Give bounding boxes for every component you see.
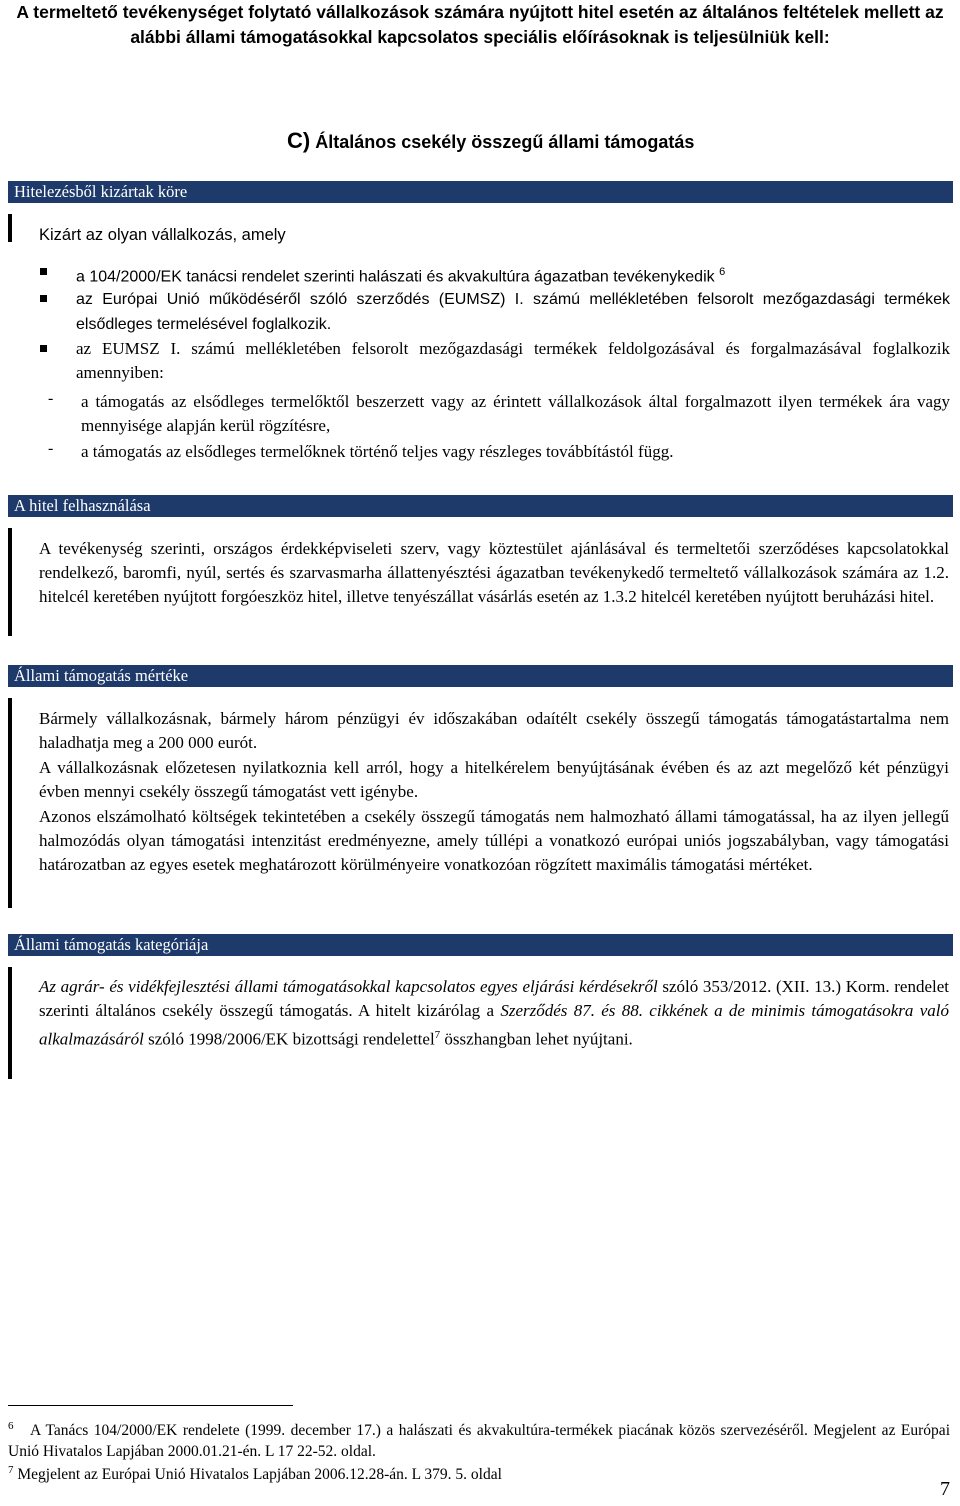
exclusion-bullet-3 <box>40 337 950 385</box>
bullet-text: a 104/2000/EK tanácsi rendelet szerinti halászati és akvakultúra ágazatban tevékenykedik <box>76 268 715 286</box>
measure-bar <box>8 698 12 908</box>
category-text-3: összhangban lehet nyújtani. <box>440 1029 633 1049</box>
exclusion-band <box>8 181 953 203</box>
category-text <box>39 975 949 1052</box>
dash-text: a támogatás az elsődleges termelőknek történő teljes vagy részleges továbbítástól függ. <box>81 442 674 461</box>
exclusion-band-label: Hitelezésből kizártak köre <box>14 182 188 201</box>
section-letter: C) <box>287 128 311 153</box>
category-text-2: szóló 1998/2006/EK bizottsági rendelettel <box>143 1029 435 1049</box>
measure-band-label: Állami támogatás mértéke <box>14 666 189 685</box>
exclusion-lead: Kizárt az olyan vállalkozás, amely <box>39 226 286 244</box>
measure-p3: Azonos elszámolható költségek tekintetében a csekély összegű támogatás nem halmozható állami támogatással, ha az ilyen jellegű halmozódás olyan támogatási intenzitást eredményezne, amely túllépi a vonatkozó európai uniós jogszabályban, vagy támogatási határozatban az egyes esetek meghatározott körülményeire vonatkozóan rögzített maximális támogatási mértéket. <box>39 807 949 874</box>
usage-band-label: A hitel felhasználása <box>14 496 151 515</box>
footnote-number: 6 <box>8 1420 14 1432</box>
footnote-6 <box>8 1416 950 1462</box>
exclusion-dash-1 <box>40 390 950 438</box>
footnote-text: A Tanács 104/2000/EK rendelete (1999. december 17.) a halászati és akvakultúra-termékek piacának közös szervezéséről. Megjelent az Európai Unió Hivatalos Lapjában 2000.01.21-én. L 17 22-52. oldal. <box>8 1422 950 1461</box>
bullet-square-icon <box>40 268 47 275</box>
dash-marker: - <box>48 390 54 407</box>
page-number: 7 <box>940 1478 950 1500</box>
usage-text: A tevékenység szerinti, országos érdekképviseleti szerv, vagy köztestület ajánlásával és termeltetői szerződéses kapcsolatokkal rendelkező, baromfi, nyúl, sertés és szarvasmarha állattenyésztési ágazatban tevékenykedő termeltető vállalkozások számára az 1.2. hitelcél keretében nyújtott forgóeszköz hitel, illetve tenyészállat vásárlás esetén az 1.3.2 hitelcél keretében nyújtott beruházási hitel. <box>39 539 949 606</box>
exclusion-bar <box>8 214 12 242</box>
bullet-square-icon <box>40 345 47 352</box>
measure-p1: Bármely vállalkozásnak, bármely három pénzügyi év időszakában odaítélt csekély összegű támogatás támogatástartalma nem haladhatja meg a 200 000 eurót. <box>39 709 949 752</box>
usage-band <box>8 495 953 517</box>
bullet-text: az Európai Unió működéséről szóló szerződés (EUMSZ) I. számú mellékletében felsorolt mezőgazdasági termékek elsődleges termelésével foglalkozik. <box>76 291 950 333</box>
bullet-text: az EUMSZ I. számú mellékletében felsorolt mezőgazdasági termékek feldolgozásával és forgalmazásával foglalkozik amennyiben: <box>76 339 950 382</box>
footnote-number: 7 <box>8 1464 14 1476</box>
category-italic-2: Szerződés 87. és 88. cikkének a de minimis támogatásokra való alkalmazásáról <box>39 1001 949 1049</box>
category-bar <box>8 967 12 1079</box>
footnote-ref: 6 <box>719 266 726 278</box>
category-text-1: szóló 353/2012. (XII. 13.) Korm. rendelet szerinti általános csekély összegű támogatás. A hitelt kizárólag a <box>39 977 949 1020</box>
dash-marker: - <box>48 440 54 457</box>
footnote-text: Megjelent az Európai Unió Hivatalos Lapjában 2006.12.28-án. L 379. 5. oldal <box>17 1466 502 1484</box>
footnote-7 <box>8 1460 950 1485</box>
footnote-ref: 7 <box>434 1029 441 1041</box>
exclusion-dash-2 <box>40 440 950 464</box>
section-title <box>287 128 694 154</box>
exclusion-bullet-1 <box>40 260 950 289</box>
measure-band <box>8 665 953 687</box>
section-title-text: Általános csekély összegű állami támogatás <box>310 132 695 152</box>
bullet-square-icon <box>40 295 47 302</box>
dash-text: a támogatás az elsődleges termelőktől beszerzett vagy az érintett vállalkozások által forgalmazott ilyen termékek ára vagy mennyisége alapján kerül rögzítésre, <box>81 392 950 435</box>
exclusion-bullet-2 <box>40 287 950 337</box>
category-italic-1: Az agrár- és vidékfejlesztési állami támogatásokkal kapcsolatos egyes eljárási kérdésekről <box>39 977 658 996</box>
measure-p2: A vállalkozásnak előzetesen nyilatkoznia kell arról, hogy a hitelkérelem benyújtásának évében és az azt megelőző két pénzügyi évben mennyi csekély összegű támogatást vett igénybe. <box>39 758 949 801</box>
usage-bar <box>8 528 12 636</box>
category-band <box>8 934 953 956</box>
intro-heading: A termeltető tevékenységet folytató vállalkozások számára nyújtott hitel esetén az általános feltételek mellett az alábbi állami támogatásokkal kapcsolatos speciális előírásoknak is teljesülniük kell: <box>16 2 944 47</box>
footnote-separator <box>8 1405 293 1406</box>
category-band-label: Állami támogatás kategóriája <box>14 935 209 954</box>
